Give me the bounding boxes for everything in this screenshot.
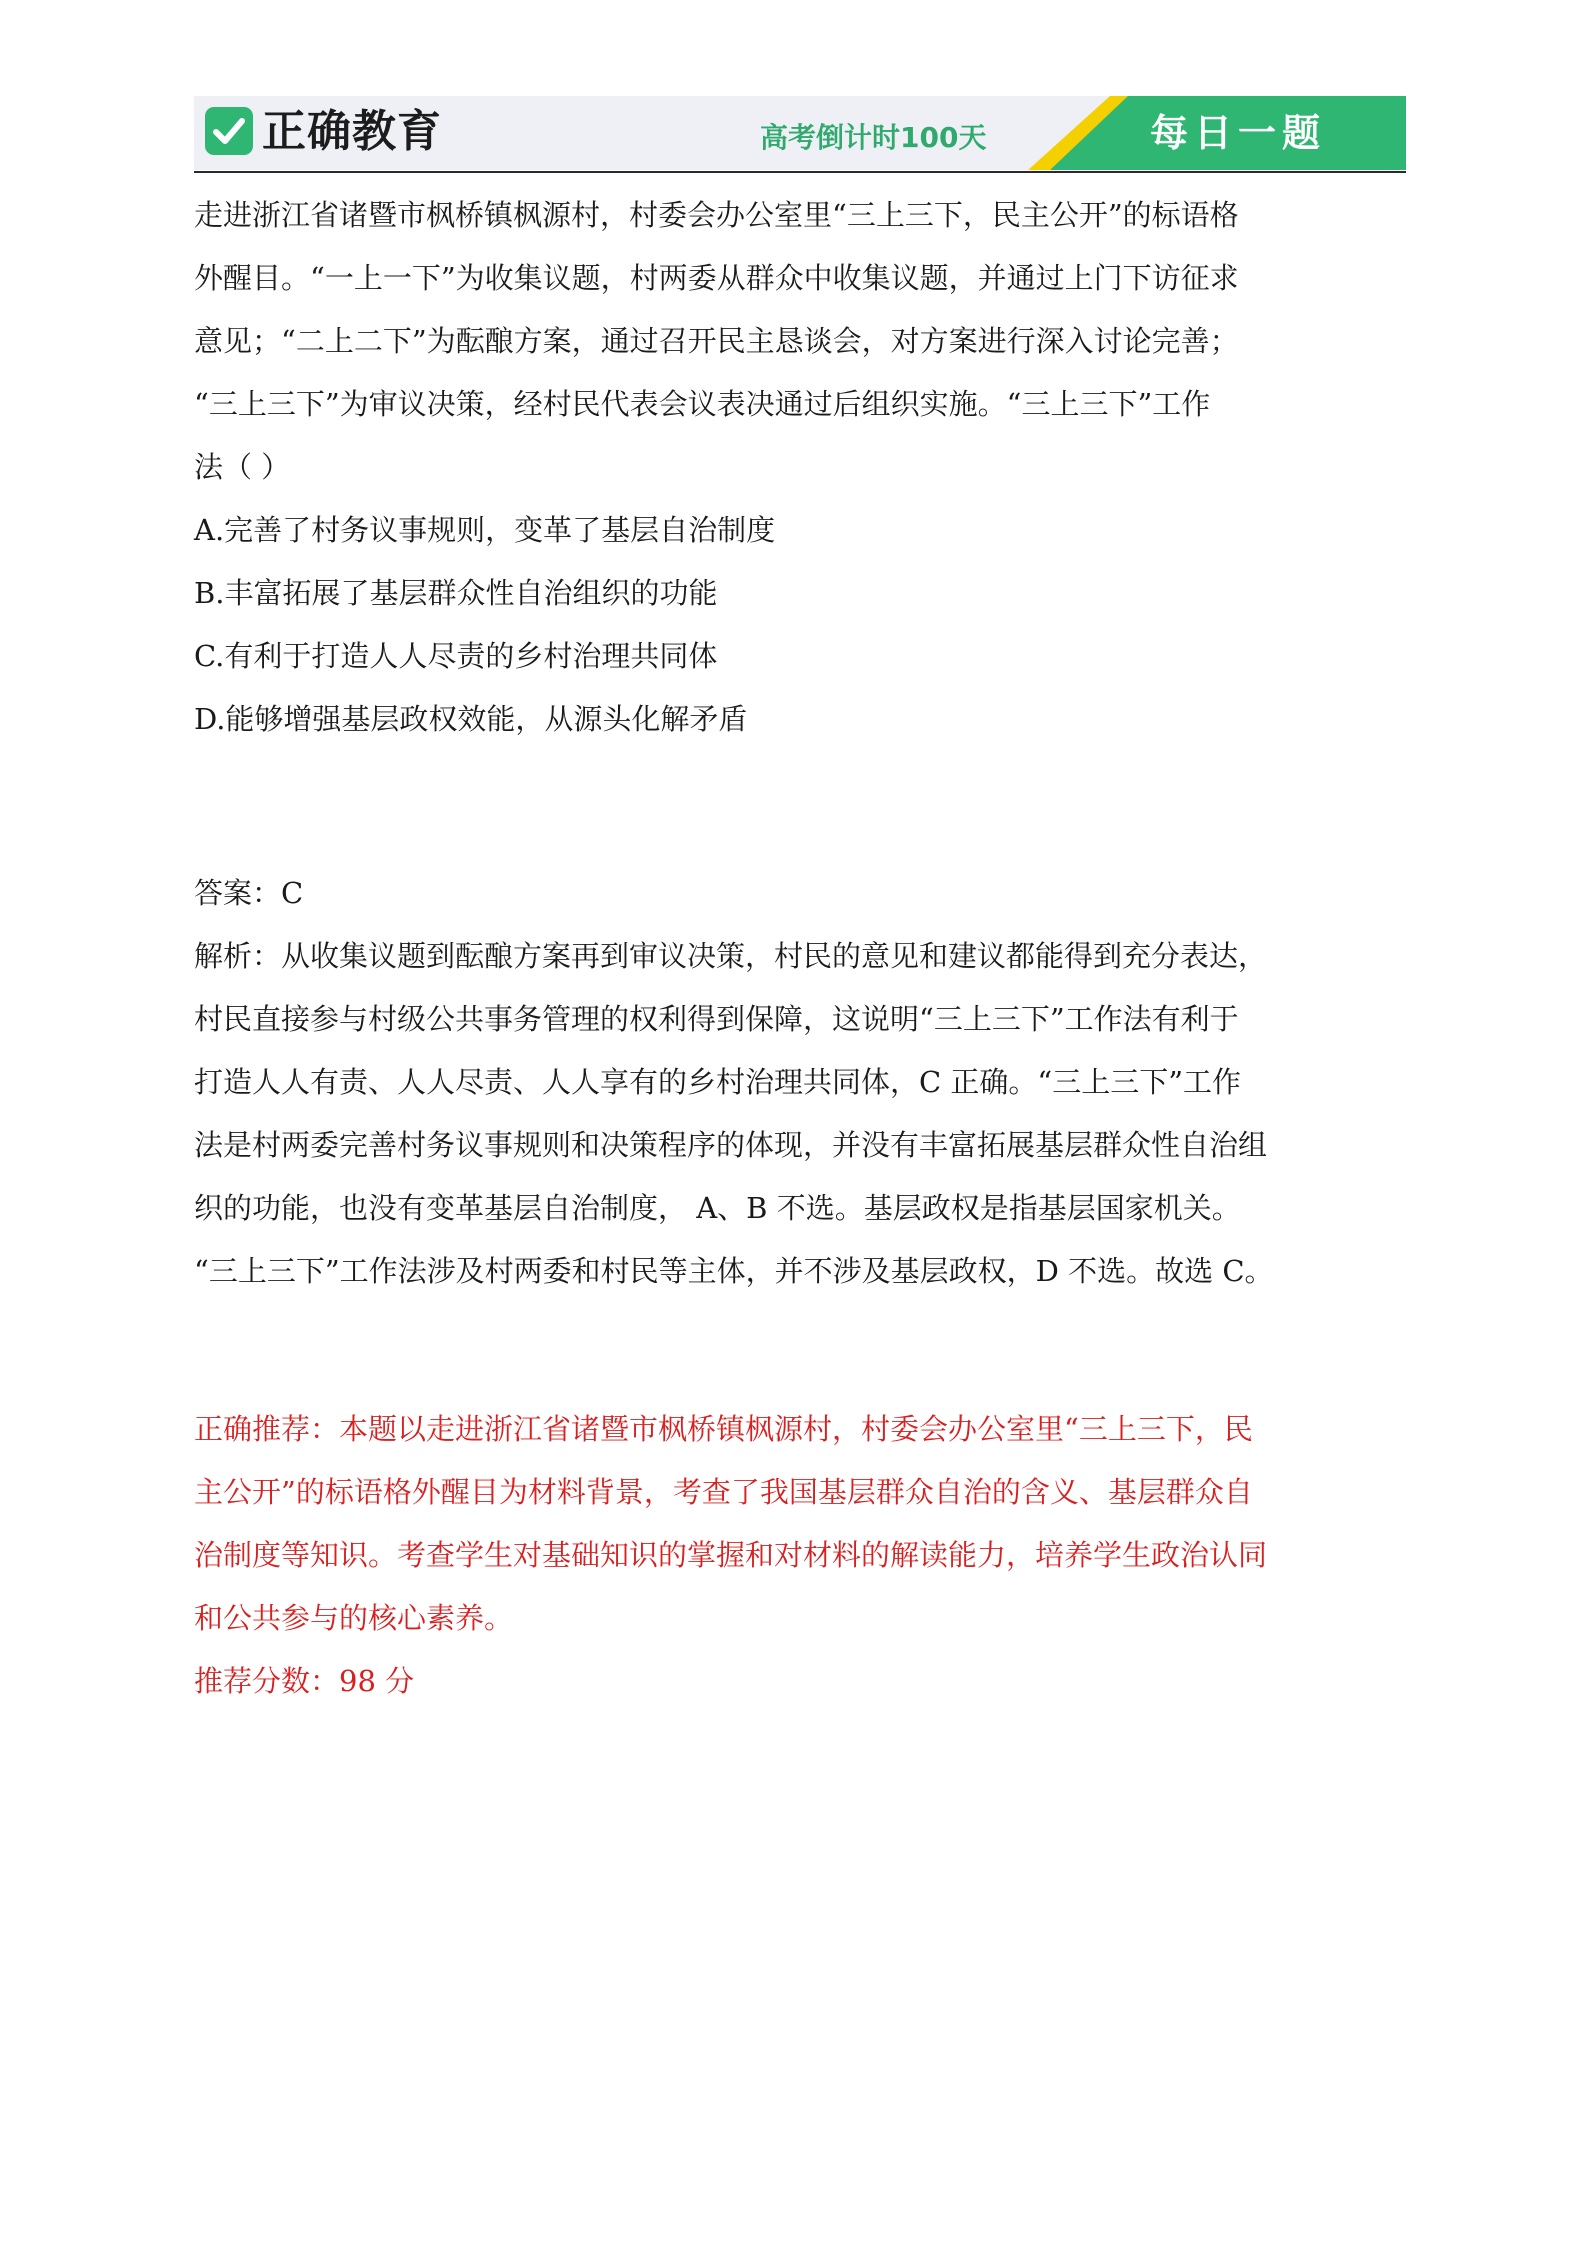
stem-line: 法（ ） (194, 450, 291, 484)
stem-line: 意见；“二上二下”为酝酿方案，通过召开民主恳谈会，对方案进行深入讨论完善； (194, 324, 1239, 358)
recommendation-score: 推荐分数：98 分 (194, 1664, 415, 1698)
stem-line: 走进浙江省诸暨市枫桥镇枫源村，村委会办公室里“三上三下，民主公开”的标语格 (194, 198, 1239, 232)
header-divider (194, 171, 1406, 173)
document-body (194, 184, 1456, 1713)
brand-logo-text: 正确教育 (262, 106, 442, 157)
recommendation-line: 正确推荐：本题以走进浙江省诸暨市枫桥镇枫源村，村委会办公室里“三上三下，民 (194, 1412, 1253, 1446)
answer-section (194, 862, 1456, 1303)
analysis-line: 打造人人有责、人人尽责、人人享有的乡村治理共同体，C 正确。“三上三下”工作 (194, 1065, 1242, 1099)
option-c: C.有利于打造人人尽责的乡村治理共同体 (194, 639, 718, 673)
analysis-line: 织的功能，也没有变革基层自治制度， A、B 不选。基层政权是指基层国家机关。 (194, 1191, 1241, 1225)
option-d: D.能够增强基层政权效能，从源头化解矛盾 (194, 702, 748, 736)
countdown-text: 高考倒计时100天 (760, 121, 987, 154)
option-a: A.完善了村务议事规则，变革了基层自治制度 (194, 513, 776, 547)
recommendation-section (194, 1398, 1456, 1713)
spacer (194, 751, 1456, 862)
daily-question-label: 每日一题 (1150, 111, 1327, 155)
analysis-line: “三上三下”工作法涉及村两委和村民等主体，并不涉及基层政权，D 不选。故选 C。 (194, 1254, 1274, 1288)
spacer (194, 1303, 1456, 1398)
question-options (194, 499, 1456, 751)
recommendation-line: 和公共参与的核心素养。 (194, 1601, 514, 1635)
answer-text: 答案：C (194, 876, 304, 910)
stem-line: 外醒目。“一上一下”为收集议题，村两委从群众中收集议题，并通过上门下访征求 (194, 261, 1239, 295)
option-b: B.丰富拓展了基层群众性自治组织的功能 (194, 576, 718, 610)
check-icon (205, 107, 253, 155)
stem-line: “三上三下”为审议决策，经村民代表会议表决通过后组织实施。“三上三下”工作 (194, 387, 1211, 421)
analysis-line: 法是村两委完善村务议事规则和决策程序的体现，并没有丰富拓展基层群众性自治组 (194, 1128, 1268, 1162)
question-stem (194, 184, 1456, 499)
analysis-line: 解析：从收集议题到酝酿方案再到审议决策，村民的意见和建议都能得到充分表达， (194, 939, 1268, 973)
analysis-line: 村民直接参与村级公共事务管理的权利得到保障，这说明“三上三下”工作法有利于 (194, 1002, 1239, 1036)
recommendation-line: 主公开”的标语格外醒目为材料背景，考查了我国基层群众自治的含义、基层群众自 (194, 1475, 1253, 1509)
recommendation-line: 治制度等知识。考查学生对基础知识的掌握和对材料的解读能力，培养学生政治认同 (194, 1538, 1268, 1572)
